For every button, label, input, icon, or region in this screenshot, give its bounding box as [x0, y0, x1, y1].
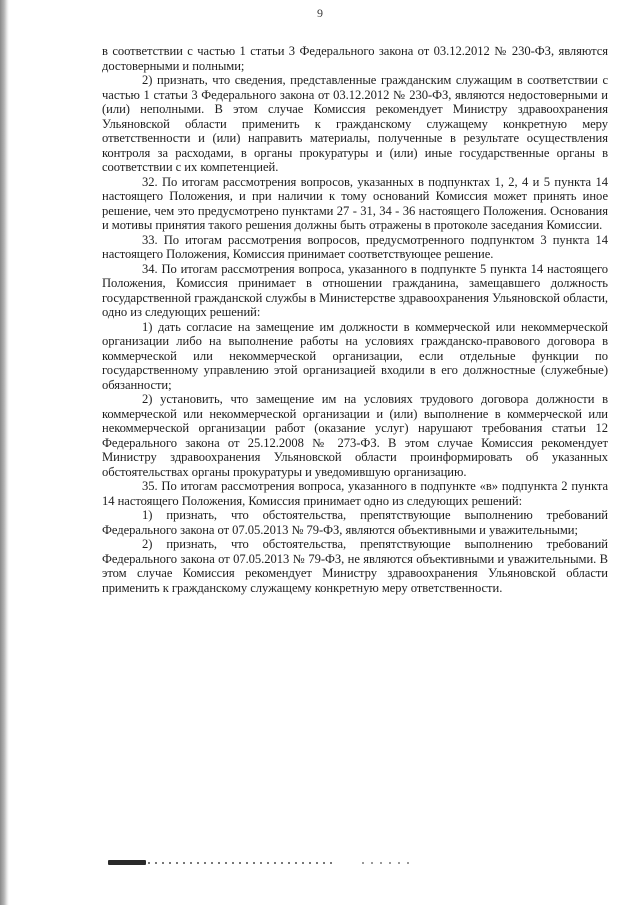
page-number: 9	[317, 6, 323, 20]
document-body	[102, 44, 608, 595]
scan-edge-shadow	[0, 0, 9, 905]
paragraph-35: 35. По итогам рассмотрения вопроса, указанного в подпункте «в» подпункта 2 пункта 14 настоящего Положения, Комиссия принимает одно из следующих решений:	[102, 479, 608, 508]
paragraph-35-subitem-2: 2) признать, что обстоятельства, препятствующие выполнению требований Федерального закона от 07.05.2013 № 79-ФЗ, не являются объективными и уважительными. В этом случае Комиссия рекомендует Министру здравоохранения Ульяновской области применить к гражданскому служащему конкретную меру ответственности.	[102, 537, 608, 595]
paragraph-continuation: в соответствии с частью 1 статьи 3 Федерального закона от 03.12.2012 № 230-ФЗ, являются достоверными и полными;	[102, 44, 608, 73]
paragraph-34: 34. По итогам рассмотрения вопроса, указанного в подпункте 5 пункта 14 настоящего Положения, Комиссия принимает в отношении гражданина, замещавшего должность государственной гражданской службы в Министерстве здравоохранения Ульяновской области, одно из следующих решений:	[102, 261, 608, 319]
scan-artifact-right	[362, 862, 410, 864]
scan-artifact-blob	[108, 860, 146, 865]
paragraph-34-subitem-2: 2) установить, что замещение им на условиях трудового договора должности в коммерческой или некоммерческой организации и (или) выполнение в коммерческой или некоммерческой организации работ (оказание услуг) нарушают требования статьи 12 Федерального закона от 25.12.2008 № 273-ФЗ. В этом случае Комиссия рекомендует Министру здравоохранения Ульяновской области проинформировать об указанных обстоятельствах органы прокуратуры и уведомившую организацию.	[102, 392, 608, 479]
paragraph-35-subitem-1: 1) признать, что обстоятельства, препятствующие выполнению требований Федерального закона от 07.05.2013 № 79-ФЗ, являются объективными и уважительными;	[102, 508, 608, 537]
paragraph-33: 33. По итогам рассмотрения вопросов, предусмотренного подпунктом 3 пункта 14 настоящего Положения, Комиссия принимает соответствующее решение.	[102, 232, 608, 261]
paragraph-32: 32. По итогам рассмотрения вопросов, указанных в подпунктах 1, 2, 4 и 5 пункта 14 настоящего Положения, и при наличии к тому оснований Комиссия может принять иное решение, чем это предусмотрено пунктами 27 - 31, 34 - 36 настоящего Положения. Основания и мотивы принятия такого решения должны быть отражены в протоколе заседания Комиссии.	[102, 174, 608, 232]
paragraph-34-subitem-1: 1) дать согласие на замещение им должности в коммерческой или некоммерческой организации либо на выполнение работы на условиях гражданско-правового договора в коммерческой или некоммерческой организации, если отдельные функции по государственному управлению этой организацией входили в его должностные (служебные) обязанности;	[102, 319, 608, 392]
scan-artifact-dots	[148, 862, 333, 864]
paragraph-subitem-2: 2) признать, что сведения, представленные гражданским служащим в соответствии с частью 1 статьи 3 Федерального закона от 03.12.2012 № 230-ФЗ, являются недостоверными и (или) неполными. В этом случае Комиссия рекомендует Министру здравоохранения Ульяновской области применить к гражданскому служащему конкретную меру ответственности и (или) направить материалы, полученные в результате осуществления контроля за расходами, в органы прокуратуры и (или) иные государственные органы в соответствии с их компетенцией.	[102, 73, 608, 174]
scan-artifact-left	[108, 860, 338, 867]
